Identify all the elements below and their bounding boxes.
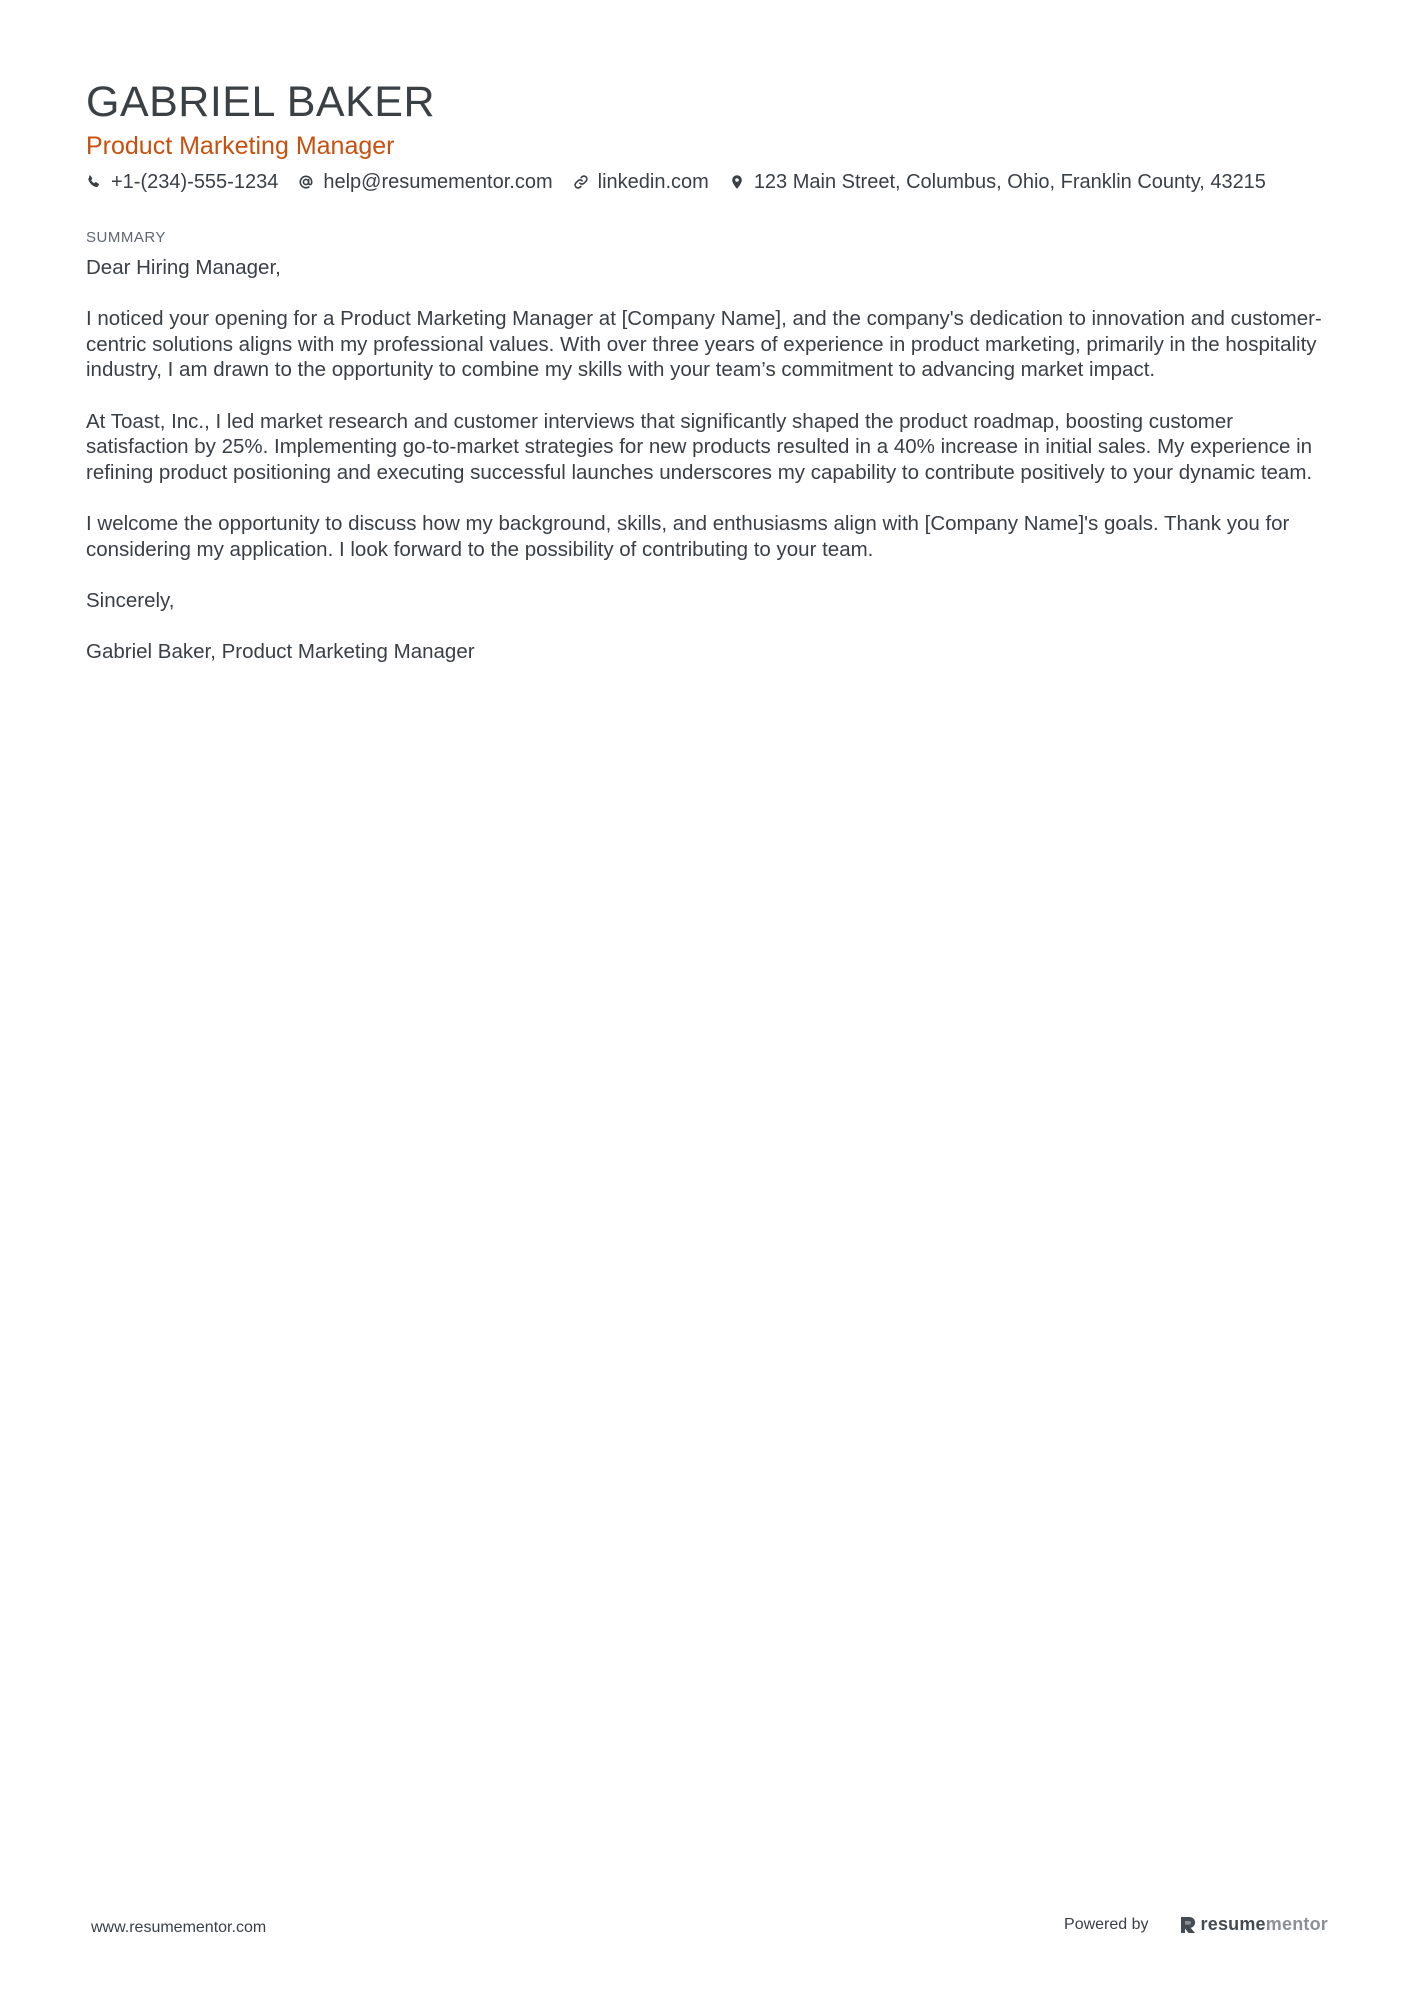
map-pin-icon	[729, 174, 745, 190]
letter-body	[86, 255, 1336, 665]
paragraph-3: I welcome the opportunity to discuss how my background, skills, and enthusiasms align with [Company Name]'s goals. Thank you for considering my application. I look forward to the possibility of contributing to your team.	[86, 511, 1290, 561]
footer-website[interactable]: www.resumementor.com	[91, 1919, 267, 1936]
paragraph-1: I noticed your opening for a Product Marketing Manager at [Company Name], and the company's dedication to innovation and customer-centric solutions aligns with my professional values. With over three years of experience in product marketing, primarily in the hospitality industry, I am drawn to the opportunity to combine my skills with your team’s commitment to advancing market impact.	[86, 307, 1322, 382]
link-text: linkedin.com	[597, 171, 709, 193]
brand-text-resume: resume	[1200, 1914, 1266, 1934]
email-text: help@resumementor.com	[323, 171, 553, 193]
letter-page	[86, 76, 1336, 690]
contact-phone	[86, 168, 278, 196]
paragraph-2: At Toast, Inc., I led market research and customer interviews that significantly shaped the product roadmap, boosting customer satisfaction by 25%. Implementing go-to-market strategies for new products resulted in a 40% increase in initial sales. My experience in refining product positioning and executing successful launches underscores my capability to contribute positively to your dynamic team.	[86, 409, 1313, 484]
salutation: Dear Hiring Manager,	[86, 256, 281, 279]
brand-logo[interactable]	[1179, 1914, 1328, 1935]
at-icon	[298, 174, 314, 190]
address-text: 123 Main Street, Columbus, Ohio, Franklin County, 43215	[753, 171, 1266, 193]
contact-link[interactable]	[573, 168, 709, 196]
closing: Sincerely,	[86, 588, 175, 612]
contact-email[interactable]	[298, 168, 552, 196]
candidate-title: Product Marketing Manager	[86, 132, 395, 160]
candidate-name: GABRIEL BAKER	[86, 78, 436, 126]
signature: Gabriel Baker, Product Marketing Manager	[86, 639, 475, 663]
phone-icon	[86, 174, 102, 190]
powered-by-label: Powered by	[1064, 1915, 1149, 1933]
footer-branding	[1064, 1914, 1328, 1935]
brand-text-mentor: mentor	[1265, 1914, 1328, 1934]
contact-bar	[86, 168, 1336, 196]
contact-address	[729, 168, 1266, 196]
link-icon	[573, 174, 589, 190]
section-label-summary: SUMMARY	[86, 229, 166, 246]
phone-text: +1-(234)-555-1234	[111, 171, 279, 193]
brand-mark-icon	[1179, 1915, 1197, 1935]
